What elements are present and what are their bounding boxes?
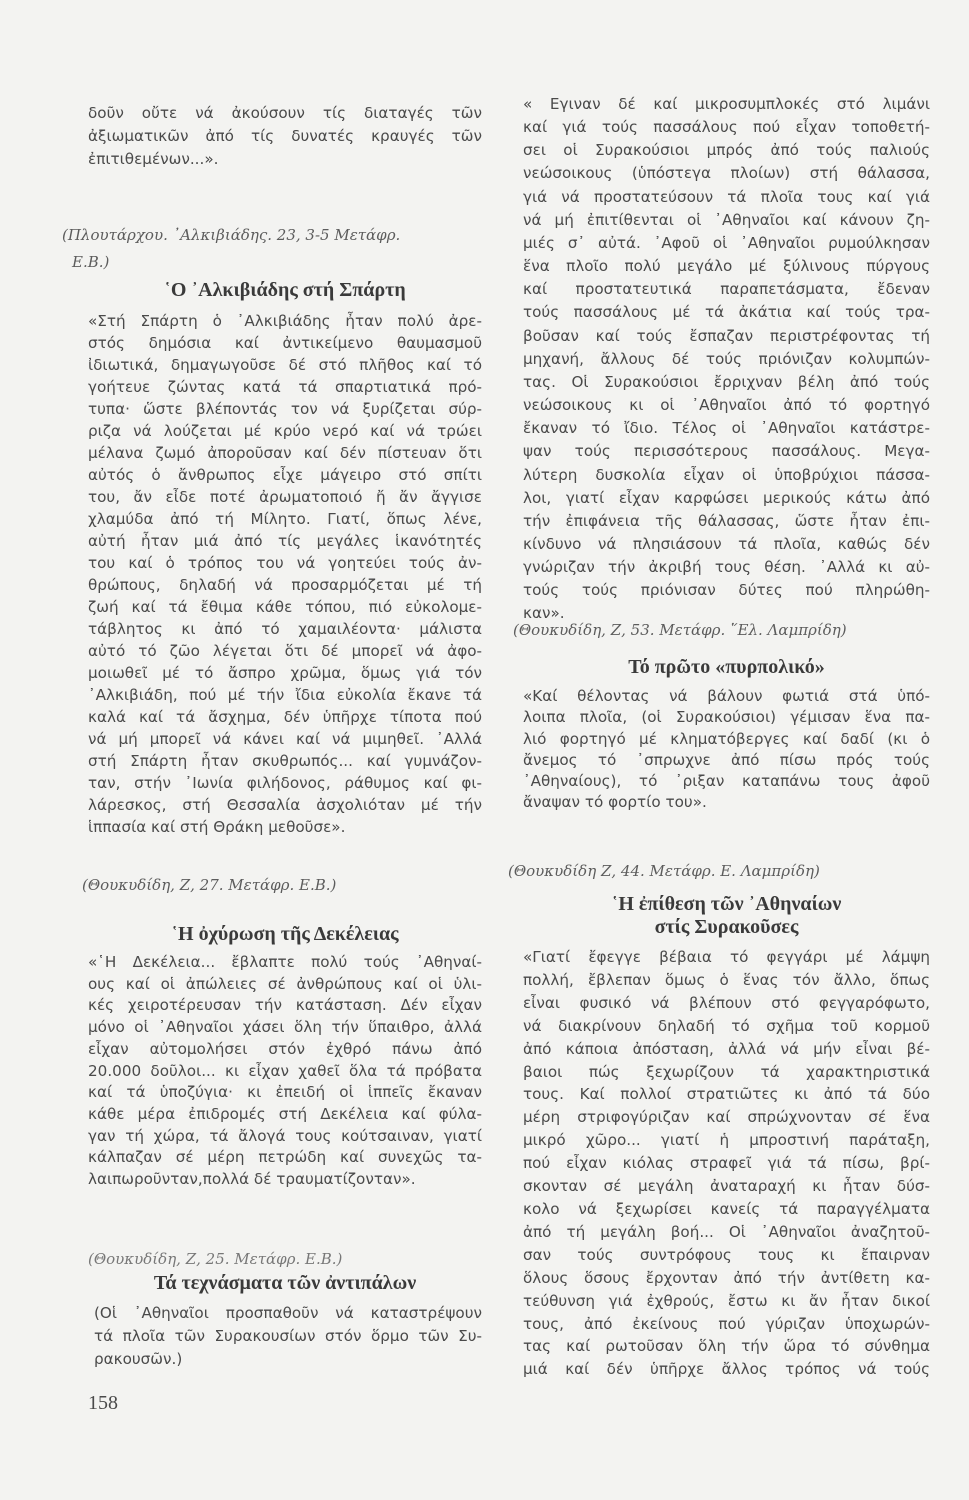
- text-line: του καί ὁ τρόπος του νά γοητεύει τούς ἀν-: [88, 554, 482, 572]
- text-line: γαν τή χώρα, τά ἄλογά τους κούτσαιναν, γιατί: [88, 1126, 482, 1145]
- text-line: γνώριζαν τήν ἀκριβή τους θέση. ᾿Αλλά κι αὐ-: [523, 558, 930, 577]
- text-line: εἶναι φυσικό νά βλέπουν στό φεγγαρόφωτο,: [523, 993, 930, 1012]
- text-line: εἶχαν αὐτομολήσει στόν ἐχθρό πάνω ἀπό: [88, 1039, 482, 1058]
- text-line: αὐτό τό ζῶο λέγεται ὅτι δέ μπορεῖ νά ἀφο-: [88, 642, 482, 660]
- text-line: ἄναψαν τό φορτίο του».: [523, 793, 707, 812]
- text-line: μιά καί δέν ὑπῆρχε ἄλλος τρόπος νά τούς: [523, 1360, 930, 1379]
- text-line: λοιπα πλοῖα, (οἱ Συρακούσιοι) γέμισαν ἕνα πα-: [523, 708, 930, 727]
- text-line: κές χειροτέρευσαν τήν κατάσταση. Δέν εἶχαν: [88, 996, 482, 1015]
- text-line: λοι, γιατί εἶχαν καρφώσει μερικούς κάτω ἀπό: [523, 488, 930, 507]
- text-line: ταν, στήν ᾿Ιωνία φιλήδονος, ράθυμος καί φι-: [88, 774, 482, 792]
- text-line: ζωή καί τά ἔθιμα κάθε τόπου, πιό εὐκολομε-: [88, 598, 482, 616]
- text-line: ρακουσῶν.): [94, 1350, 183, 1368]
- text-line: τούς πασσάλους μέ τά ἀκάτια καί τούς τρα-: [523, 303, 930, 322]
- text-line: καλά καί τά ἄσχημα, δέν ὑπῆρχε τίποτα πού: [88, 708, 482, 726]
- text-line: 20.000 δοῦλοι... κι εἶχαν χαθεῖ ὅλα τά πρόβατα: [88, 1061, 482, 1080]
- citation-thucydides-27: (Θουκυδίδη, Ζ, 27. Μετάφρ. Ε.Β.): [82, 876, 337, 894]
- text-line: τεύθυνση γιά ἐχθρούς, ἔστω κι ἄν ἦταν δικοί: [523, 1291, 930, 1310]
- text-line: στός δημόσια καί ἀντικείμενο θαυμασμοῦ: [88, 334, 482, 352]
- text-line: μέρη στριφογύριζαν καί σπρώχνονταν σέ ἕνα: [523, 1108, 930, 1127]
- text-line: του, ἄν εἶδε ποτέ ἀρωματοποιό ἤ ἄν ἄγγισε: [88, 488, 482, 506]
- text-line: μοιωθεῖ μέ τό ἄσπρο χρῶμα, ὅμως γιά τόν: [88, 664, 482, 682]
- text-line: ριζα νά λούζεται μέ κρύο νερό καί νά τρώει: [88, 422, 482, 440]
- text-line: τους, ἀπό ἐκείνους πού γύριζαν ὑποχωρών-: [523, 1314, 930, 1333]
- text-line: τά πλοῖα τῶν Συρακουσίων στόν ὅρμο τῶν Συ-: [94, 1327, 482, 1345]
- text-line: ἐπιτιθεμένων...».: [88, 150, 219, 168]
- text-line: τούς τούς πριόνισαν δύτες πού πληρώθη-: [523, 581, 930, 600]
- citation-line: Ε.Β.): [72, 253, 110, 271]
- text-line: (Οἱ ᾿Αθηναῖοι προσπαθοῦν νά καταστρέψουν: [94, 1304, 482, 1322]
- text-line: νά μή ἐπιτίθενται οἱ ᾿Αθηναῖοι καί κάνουν ζη-: [523, 210, 930, 229]
- text-line: ἔκαναν τό ἴδιο. Τέλος οἱ ᾿Αθηναῖοι κατάστρε-: [523, 419, 930, 438]
- text-line: νά μή μπορεῖ νά κάνει καί νά μιμηθεῖ. ᾿Αλλά: [88, 730, 482, 748]
- heading-tricks: Τά τεχνάσματα τῶν ἀντιπάλων: [153, 1272, 417, 1294]
- text-line: ᾿Αλκιβιάδη, πού μέ τήν ἴδια εὐκολία ἔκανε τά: [88, 686, 482, 704]
- paragraph-tricks-intro: [94, 1302, 482, 1371]
- text-line: μιές σ᾿ αὐτά. ᾿Αφοῦ οἱ ᾿Αθηναῖοι ρυμούλκησαν: [523, 233, 930, 252]
- text-line: μηχανή, ἄλλους δέ τούς πριόνιζαν κολυμπών-: [523, 349, 930, 368]
- text-line: καί προστατευτικά παραπετάσματα, ἔδεναν: [523, 280, 930, 299]
- text-line: κίνδυνο νά πλησιάσουν τά πλοῖα, καθώς δέν: [523, 534, 930, 553]
- heading-first-fireship: Τό πρῶτο «πυρπολικό»: [628, 656, 825, 678]
- text-line: ἕνα πλοῖο πολύ μεγάλο μέ ξύλινους πύργους: [523, 257, 930, 276]
- text-line: δοῦν οὔτε νά ἀκούσουν τίς διαταγές τῶν: [88, 104, 482, 122]
- text-line: «Γιατί ἔφεγγε βέβαια τό φεγγάρι μέ λάμψη: [523, 948, 930, 966]
- text-line: «Στή Σπάρτη ὁ ᾿Αλκιβιάδης ἦταν πολύ ἀρε-: [88, 312, 482, 330]
- text-line: πού εἶχαν κιόλας στραφεῖ γιά τά πίσω, βρί-: [523, 1154, 930, 1173]
- citation-thucydides-44: (Θουκυδίδη Ζ, 44. Μετάφρ. Ε. Λαμπρίδη): [508, 862, 820, 880]
- text-line: κολο νά ξεχωρίσει κανείς τά παραγγέλματα: [523, 1199, 930, 1218]
- paragraph-harbor-skirmish: [523, 93, 930, 626]
- paragraph-fireship: [523, 686, 930, 814]
- text-line: ους καί οἱ ἀπώλειες σέ ἀνθρώπους καί οἱ ὑλι-: [88, 974, 482, 993]
- heading-alcibiades-sparta: ῾Ο ᾿Αλκιβιάδης στή Σπάρτη: [164, 279, 406, 301]
- text-line: λιό φορτηγό μέ κληματόβεργες καί δαδί (κι ὁ: [523, 729, 930, 748]
- text-line: σει οἱ Συρακούσιοι μπρός ἀπό τούς παλιούς: [523, 141, 930, 160]
- text-line: τήν ἐπιφάνεια τῆς θάλασσας, ὥστε ἦταν ἐπι-: [523, 511, 930, 530]
- text-line: λύτερη δυσκολία εἶχαν οἱ ὑποβρύχιοι πάσσα-: [523, 465, 930, 484]
- heading-athenian-attack: [523, 893, 930, 939]
- text-line: ἀξιωματικῶν ἀπό τίς δυνατές κραυγές τῶν: [88, 127, 482, 145]
- text-line: θρώπους, δηλαδή νά προσαρμόζεται μέ τή: [88, 576, 482, 594]
- citation-line: (Πλουτάρχου. ᾿Αλκιβιάδης. 23, 3-5 Μετάφρ.: [62, 226, 401, 244]
- heading-line: ῾Η ἐπίθεση τῶν ᾿Αθηναίων: [611, 893, 842, 915]
- paragraph-dekeleia: [88, 952, 482, 1191]
- text-line: νεώσοικους (ὑπόστεγα πλοίων) στή θάλασσα,: [523, 164, 930, 183]
- text-line: « Εγιναν δέ καί μικροσυμπλοκές στό λιμάνι: [523, 95, 930, 113]
- text-line: ἀπό κάποια ἀπόσταση, ἀλλά νά μήν εἶναι βέ-: [523, 1039, 930, 1058]
- text-line: τας καί ρωτοῦσαν ὅλη τήν ὥρα τό σύνθημα: [523, 1337, 930, 1356]
- text-line: αὐτός ὁ ἄνθρωπος εἶχε μάγειρο στό σπίτι: [88, 466, 482, 484]
- heading-line: στίς Συρακοῦσες: [654, 916, 799, 938]
- text-line: ἄνεμος τό ᾿σπρωχνε ἀπό πίσω πρός τούς: [523, 750, 930, 769]
- left-intro: [88, 102, 482, 171]
- text-line: γοήτευε ζώντας κατά τά σπαρτιατικά πρό-: [88, 378, 482, 396]
- paragraph-night-battle: [523, 946, 930, 1381]
- text-line: ὅλους ὅσους ἔρχονταν ἀπό τήν ἀντίθετη κα-: [523, 1268, 930, 1287]
- text-line: κάθε μέρα ἐπιδρομές στή Δεκέλεια καί φύλα-: [88, 1104, 482, 1123]
- citation-plutarch: [62, 222, 400, 276]
- text-line: λάρεσκος, στή Θεσσαλία ἀσχολιόταν μέ τήν: [88, 796, 482, 814]
- text-line: τους. Καί πολλοί στρατιῶτες κι ἀπό τά δύο: [523, 1085, 930, 1104]
- text-line: σαν τούς συντρόφους τους κι ἔπαιρναν: [523, 1245, 930, 1264]
- text-line: «῾Η Δεκέλεια... ἔβλαπτε πολύ τούς ᾿Αθηναί-: [88, 953, 482, 971]
- text-line: μόνο οἱ ᾿Αθηναῖοι χάσει ὅλη τήν ὕπαιθρο, ἀλλά: [88, 1018, 482, 1037]
- text-line: σκονταν σέ μεγάλη ἀναταραχή κι ἦταν δύσ-: [523, 1177, 930, 1196]
- text-line: «Καί θέλοντας νά βάλουν φωτιά στά ὑπό-: [523, 687, 930, 705]
- text-line: μέλανα ζωμό ἀποροῦσαν καί δέν πίστευαν ὅτι: [88, 444, 482, 462]
- text-line: τυπα· ὥστε βλέποντάς τον νά ξυρίζεται σύρ-: [88, 400, 482, 418]
- text-line: χλαμύδα ἀπό τή Μίλητο. Γιατί, ὅπως λένε,: [88, 510, 482, 528]
- text-line: ἰδιωτικά, δημαγωγοῦσε δέ στό πλῆθος καί τό: [88, 356, 482, 374]
- text-line: λαιπωροῦνταν,πολλά δέ τραυματίζονταν».: [88, 1170, 416, 1189]
- text-line: ἱππασία καί στή Θράκη μεθοῦσε».: [88, 818, 346, 836]
- text-line: καί τά ὑποζύγια· κι ἐπειδή οἱ ἱππεῖς ἔκαναν: [88, 1083, 482, 1102]
- text-line: καν».: [523, 604, 565, 623]
- text-line: γιά νά προστατεύσουν τά πλοῖα τους καί γιά: [523, 187, 930, 206]
- text-line: βοῦσαν καί τούς ἔσπαζαν περιστρέφοντας τή: [523, 326, 930, 345]
- citation-thucydides-53: (Θουκυδίδη, Ζ, 53. Μετάφρ. ῞Ελ. Λαμπρίδη): [513, 621, 847, 639]
- text-line: νά διακρίνουν δηλαδή τό σχῆμα τοῦ κορμοῦ: [523, 1016, 930, 1035]
- text-line: τάβλητος κι ἀπό τό χαμαιλέοντα· μάλιστα: [88, 620, 482, 638]
- text-line: ψαν τούς περισσότερους πασσάλους. Μεγα-: [523, 442, 930, 461]
- text-line: βαιοι πώς ξεχωρίζουν τά χαρακτηριστικά: [523, 1062, 930, 1081]
- paragraph-alcibiades: [88, 310, 482, 838]
- text-line: κάλπαζαν σέ μέρη πετρώδη καί συνεχῶς τα-: [88, 1148, 482, 1167]
- text-line: στή Σπάρτη ἦταν σκυθρωπός... καί γυμνάζον-: [88, 752, 482, 770]
- heading-dekeleia: ῾Η ὀχύρωση τῆς Δεκέλειας: [171, 923, 399, 945]
- page-number: 158: [88, 1392, 118, 1414]
- text-line: νεώσοικους κι οἱ ᾿Αθηναῖοι ἀπό τό φορτηγό: [523, 396, 930, 415]
- text-line: μικρό χῶρο... γιατί ἡ μπροστινή παράταξη,: [523, 1131, 930, 1150]
- text-line: ἀπό τή μεγάλη βοή... Οἱ ᾿Αθηναῖοι ἀναζητοῦ-: [523, 1222, 930, 1241]
- text-line: αὐτή ἦταν μιά ἀπό τίς μεγάλες ἱκανότητές: [88, 532, 482, 550]
- citation-thucydides-25: (Θουκυδίδη, Ζ, 25. Μετάφρ. Ε.Β.): [88, 1250, 343, 1268]
- text-line: πολλή, ἔβλεπαν ὅμως ὁ ἕνας τόν ἄλλο, ὅπως: [523, 970, 930, 989]
- text-line: τας. Οἱ Συρακούσιοι ἔρριχναν βέλη ἀπό τούς: [523, 372, 930, 391]
- text-line: ᾿Αθηναίους), τό ᾿ριξαν καταπάνω τους ἀφοῦ: [523, 772, 930, 791]
- text-line: καί γιά τούς πασσάλους πού εἶχαν τοποθετή-: [523, 118, 930, 137]
